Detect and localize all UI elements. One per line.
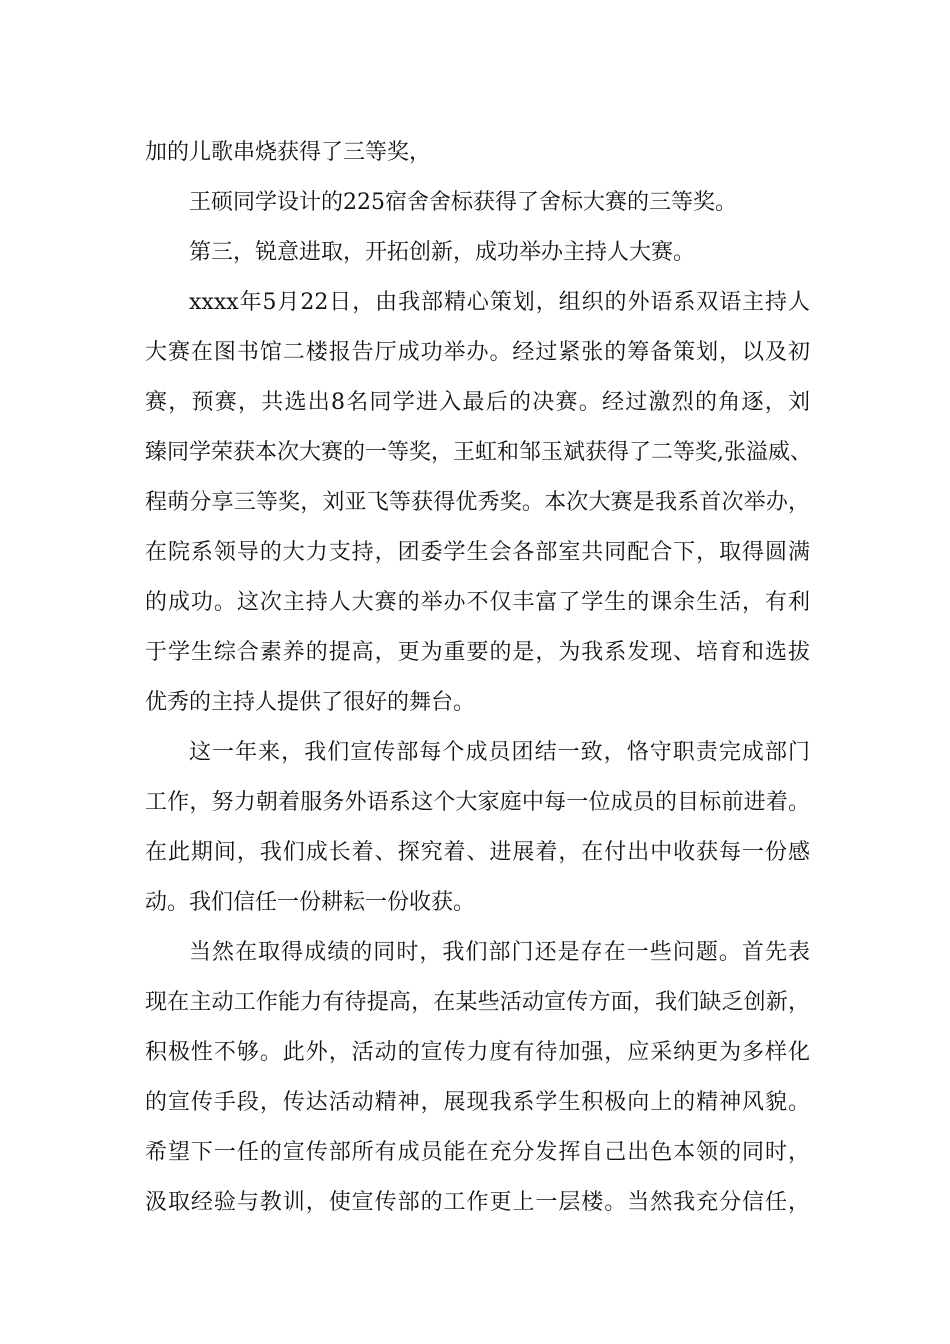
text-line: 程萌分享三等奖，刘亚飞等获得优秀奖。本次大赛是我系首次举办， — [145, 490, 810, 515]
text-line: 的成功。这次主持人大赛的举办不仅丰富了学生的课余生活，有利 — [145, 590, 810, 615]
text-line: 大赛在图书馆二楼报告厅成功举办。经过紧张的筹备策划，以及初 — [145, 340, 810, 365]
text-line: 这一年来，我们宣传部每个成员团结一致，恪守职责完成部门 — [189, 740, 810, 765]
text-line: 当然在取得成绩的同时，我们部门还是存在一些问题。首先表 — [189, 940, 810, 965]
text-line: 在此期间，我们成长着、探究着、进展着，在付出中收获每一份感 — [145, 840, 810, 865]
text-line: 积极性不够。此外，活动的宣传力度有待加强，应采纳更为多样化 — [145, 1040, 810, 1065]
text-line: 的宣传手段，传达活动精神，展现我系学生积极向上的精神风貌。 — [145, 1090, 810, 1115]
text-line: 加的儿歌串烧获得了三等奖， — [145, 140, 432, 165]
text-line: 希望下一任的宣传部所有成员能在充分发挥自己出色本领的同时， — [145, 1140, 810, 1165]
text-line: 第三，锐意进取，开拓创新，成功举办主持人大赛。 — [189, 240, 696, 265]
text-line: 优秀的主持人提供了很好的舞台。 — [145, 690, 476, 715]
text-line: 现在主动工作能力有待提高，在某些活动宣传方面，我们缺乏创新， — [145, 990, 810, 1015]
text-line: 王硕同学设计的225宿舍舍标获得了舍标大赛的三等奖。 — [189, 190, 737, 215]
text-line: 在院系领导的大力支持，团委学生会各部室共同配合下，取得圆满 — [145, 540, 810, 565]
document-body — [145, 128, 810, 1228]
text-line: xxxx年5月22日，由我部精心策划，组织的外语系双语主持人 — [189, 290, 810, 315]
text-line: 动。我们信任一份耕耘一份收获。 — [145, 890, 476, 915]
text-line: 汲取经验与教训，使宣传部的工作更上一层楼。当然我充分信任， — [145, 1190, 810, 1215]
text-line: 于学生综合素养的提高，更为重要的是，为我系发现、培育和选拔 — [145, 640, 810, 665]
text-line: 工作，努力朝着服务外语系这个大家庭中每一位成员的目标前进着。 — [145, 790, 810, 815]
text-line: 臻同学荣获本次大赛的一等奖，王虹和邹玉斌获得了二等奖,张溢威、 — [145, 440, 812, 465]
text-line: 赛，预赛，共选出8名同学进入最后的决赛。经过激烈的角逐，刘 — [145, 390, 810, 415]
